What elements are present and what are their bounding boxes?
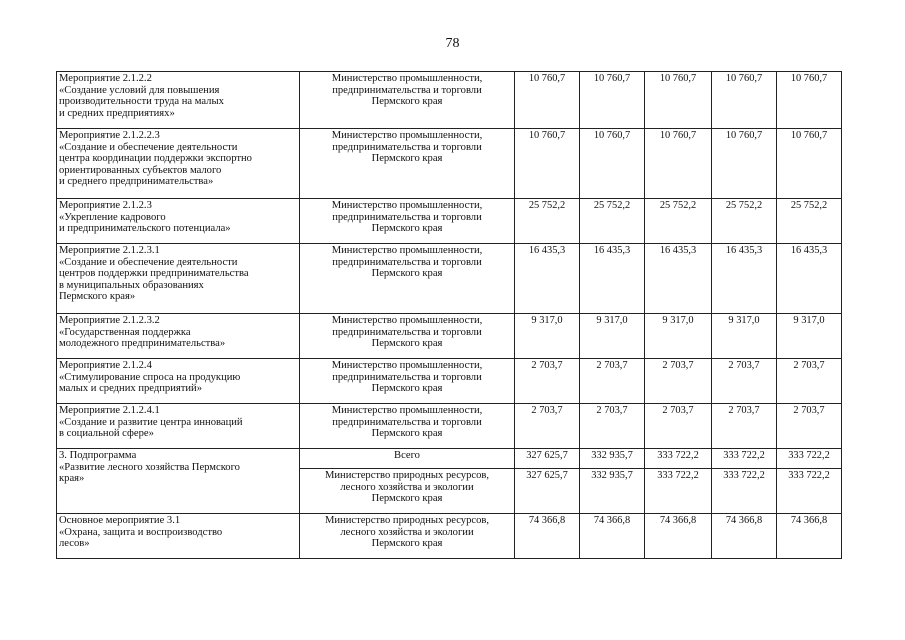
value-cell: 74 366,8 <box>645 514 712 559</box>
text-line: края» <box>59 473 85 484</box>
value-cell: 2 703,7 <box>515 404 580 449</box>
value-cell: 10 760,7 <box>580 129 645 199</box>
text-line: Министерство промышленности, <box>331 405 483 416</box>
value-cell: 9 317,0 <box>712 314 777 359</box>
total-label-cell: Всего <box>300 449 515 469</box>
value-cell: 10 760,7 <box>777 129 842 199</box>
value-cell: 25 752,2 <box>645 199 712 244</box>
text-line: «Охрана, защита и воспроизводство <box>59 526 223 538</box>
value-cell: 332 935,7 <box>580 469 645 514</box>
value-cell: 9 317,0 <box>645 314 712 359</box>
value-cell: 333 722,2 <box>777 469 842 514</box>
text-line: Мероприятие 2.1.2.3 <box>59 200 152 211</box>
text-line: «Создание и обеспечение деятельности <box>59 141 238 153</box>
text-line: центра координации поддержки экспортно <box>59 153 252 164</box>
value-cell: 9 317,0 <box>515 314 580 359</box>
text-line: центров поддержки предпринимательства <box>59 268 249 279</box>
text-line: «Создание условий для повышения <box>59 84 220 96</box>
text-line: «Укрепление кадрового <box>59 211 166 223</box>
event-name-cell <box>57 244 300 314</box>
value-cell: 16 435,3 <box>645 244 712 314</box>
executor-cell <box>300 72 515 129</box>
text-line: в муниципальных образованиях <box>59 279 204 291</box>
value-cell: 10 760,7 <box>580 72 645 129</box>
text-line: Министерство промышленности, <box>331 73 483 84</box>
table-row <box>57 314 842 359</box>
event-name-cell <box>57 314 300 359</box>
text-line: предпринимательства и торговли <box>332 141 482 153</box>
value-cell: 10 760,7 <box>515 72 580 129</box>
table-row <box>57 514 842 559</box>
executor-cell <box>300 404 515 449</box>
text-line: «Создание и развитие центра инноваций <box>59 416 243 428</box>
text-line: лесного хозяйства и экологии <box>340 481 474 493</box>
text-line: молодежного предпринимательства» <box>59 338 226 349</box>
text-line: Пермского края» <box>59 291 136 302</box>
value-cell: 10 760,7 <box>712 72 777 129</box>
value-cell: 333 722,2 <box>645 469 712 514</box>
text-line: в социальной сфере» <box>59 428 154 439</box>
value-cell: 333 722,2 <box>645 449 712 469</box>
text-line: Министерство природных ресурсов, <box>324 515 490 526</box>
value-cell: 9 317,0 <box>777 314 842 359</box>
text-line: предпринимательства и торговли <box>332 416 482 428</box>
page-number: 78 <box>445 36 460 51</box>
value-cell: 10 760,7 <box>645 72 712 129</box>
value-cell: 2 703,7 <box>645 404 712 449</box>
text-line: Мероприятие 2.1.2.2 <box>59 73 152 84</box>
text-line: лесного хозяйства и экологии <box>340 526 474 538</box>
executor-cell <box>300 129 515 199</box>
executor-cell <box>300 514 515 559</box>
text-line: лесов» <box>59 538 90 549</box>
table-row <box>57 129 842 199</box>
value-cell: 333 722,2 <box>712 449 777 469</box>
text-line: Министерство промышленности, <box>331 200 483 211</box>
value-cell: 25 752,2 <box>777 199 842 244</box>
text-line: «Стимулирование спроса на продукцию <box>59 371 241 383</box>
table-row <box>57 72 842 129</box>
text-line: предпринимательства и торговли <box>332 256 482 268</box>
subprogram-name-cell <box>57 449 300 514</box>
value-cell: 16 435,3 <box>515 244 580 314</box>
subprogram-total-row <box>57 449 842 469</box>
value-cell: 327 625,7 <box>515 469 580 514</box>
value-cell: 2 703,7 <box>777 404 842 449</box>
text-line: Мероприятие 2.1.2.2.3 <box>59 130 160 141</box>
value-cell: 25 752,2 <box>515 199 580 244</box>
table-row <box>57 359 842 404</box>
table-row <box>57 199 842 244</box>
text-line: и предпринимательского потенциала» <box>59 223 231 234</box>
value-cell: 333 722,2 <box>777 449 842 469</box>
text-line: «Создание и обеспечение деятельности <box>59 256 238 268</box>
text-line: производительности труда на малых <box>59 96 224 107</box>
value-cell: 74 366,8 <box>580 514 645 559</box>
value-cell: 2 703,7 <box>580 359 645 404</box>
text-line: Пермского края <box>371 493 443 504</box>
value-cell: 2 703,7 <box>712 404 777 449</box>
value-cell: 2 703,7 <box>777 359 842 404</box>
text-line: предпринимательства и торговли <box>332 371 482 383</box>
value-cell: 16 435,3 <box>580 244 645 314</box>
text-line: и средних предприятиях» <box>59 107 175 119</box>
text-line: Мероприятие 2.1.2.3.2 <box>59 315 160 326</box>
value-cell: 10 760,7 <box>777 72 842 129</box>
text-line: Министерство промышленности, <box>331 315 483 326</box>
text-line: Пермского края <box>371 338 443 349</box>
text-line: предпринимательства и торговли <box>332 211 482 223</box>
text-line: Пермского края <box>371 96 443 107</box>
event-name-cell <box>57 199 300 244</box>
text-line: Мероприятие 2.1.2.3.1 <box>59 245 160 256</box>
value-cell: 74 366,8 <box>777 514 842 559</box>
event-name-cell <box>57 404 300 449</box>
value-cell: 327 625,7 <box>515 449 580 469</box>
event-name-cell <box>57 514 300 559</box>
text-line: предпринимательства и торговли <box>332 326 482 338</box>
budget-table <box>56 71 842 559</box>
event-name-cell <box>57 359 300 404</box>
text-line: Пермского края <box>371 223 443 234</box>
text-line: «Государственная поддержка <box>59 326 191 338</box>
event-name-cell <box>57 129 300 199</box>
text-line: 3. Подпрограмма <box>59 450 137 461</box>
text-line: и среднего предпринимательства» <box>59 176 214 187</box>
text-line: «Развитие лесного хозяйства Пермского <box>59 461 240 473</box>
text-line: Пермского края <box>371 153 443 164</box>
table-row <box>57 404 842 449</box>
value-cell: 2 703,7 <box>712 359 777 404</box>
value-cell: 9 317,0 <box>580 314 645 359</box>
value-cell: 10 760,7 <box>515 129 580 199</box>
executor-cell <box>300 314 515 359</box>
text-line: Основное мероприятие 3.1 <box>59 515 181 526</box>
executor-cell <box>300 469 515 514</box>
value-cell: 25 752,2 <box>580 199 645 244</box>
value-cell: 2 703,7 <box>580 404 645 449</box>
value-cell: 2 703,7 <box>645 359 712 404</box>
table-body <box>57 72 842 559</box>
text-line: Пермского края <box>371 383 443 394</box>
text-line: Мероприятие 2.1.2.4.1 <box>59 405 160 416</box>
text-line: Министерство промышленности, <box>331 130 483 141</box>
executor-cell <box>300 359 515 404</box>
text-line: Пермского края <box>371 538 443 549</box>
table-row <box>57 244 842 314</box>
text-line: малых и средних предприятий» <box>59 383 203 394</box>
value-cell: 74 366,8 <box>712 514 777 559</box>
value-cell: 333 722,2 <box>712 469 777 514</box>
executor-cell <box>300 199 515 244</box>
value-cell: 10 760,7 <box>645 129 712 199</box>
text-line: Министерство природных ресурсов, <box>324 470 490 481</box>
value-cell: 332 935,7 <box>580 449 645 469</box>
value-cell: 2 703,7 <box>515 359 580 404</box>
value-cell: 16 435,3 <box>777 244 842 314</box>
value-cell: 74 366,8 <box>515 514 580 559</box>
text-line: Министерство промышленности, <box>331 245 483 256</box>
event-name-cell <box>57 72 300 129</box>
text-line: Мероприятие 2.1.2.4 <box>59 360 152 371</box>
text-line: Министерство промышленности, <box>331 360 483 371</box>
executor-cell <box>300 244 515 314</box>
text-line: предпринимательства и торговли <box>332 84 482 96</box>
value-cell: 10 760,7 <box>712 129 777 199</box>
text-line: Пермского края <box>371 428 443 439</box>
value-cell: 16 435,3 <box>712 244 777 314</box>
text-line: ориентированных субъектов малого <box>59 164 222 176</box>
value-cell: 25 752,2 <box>712 199 777 244</box>
text-line: Пермского края <box>371 268 443 279</box>
